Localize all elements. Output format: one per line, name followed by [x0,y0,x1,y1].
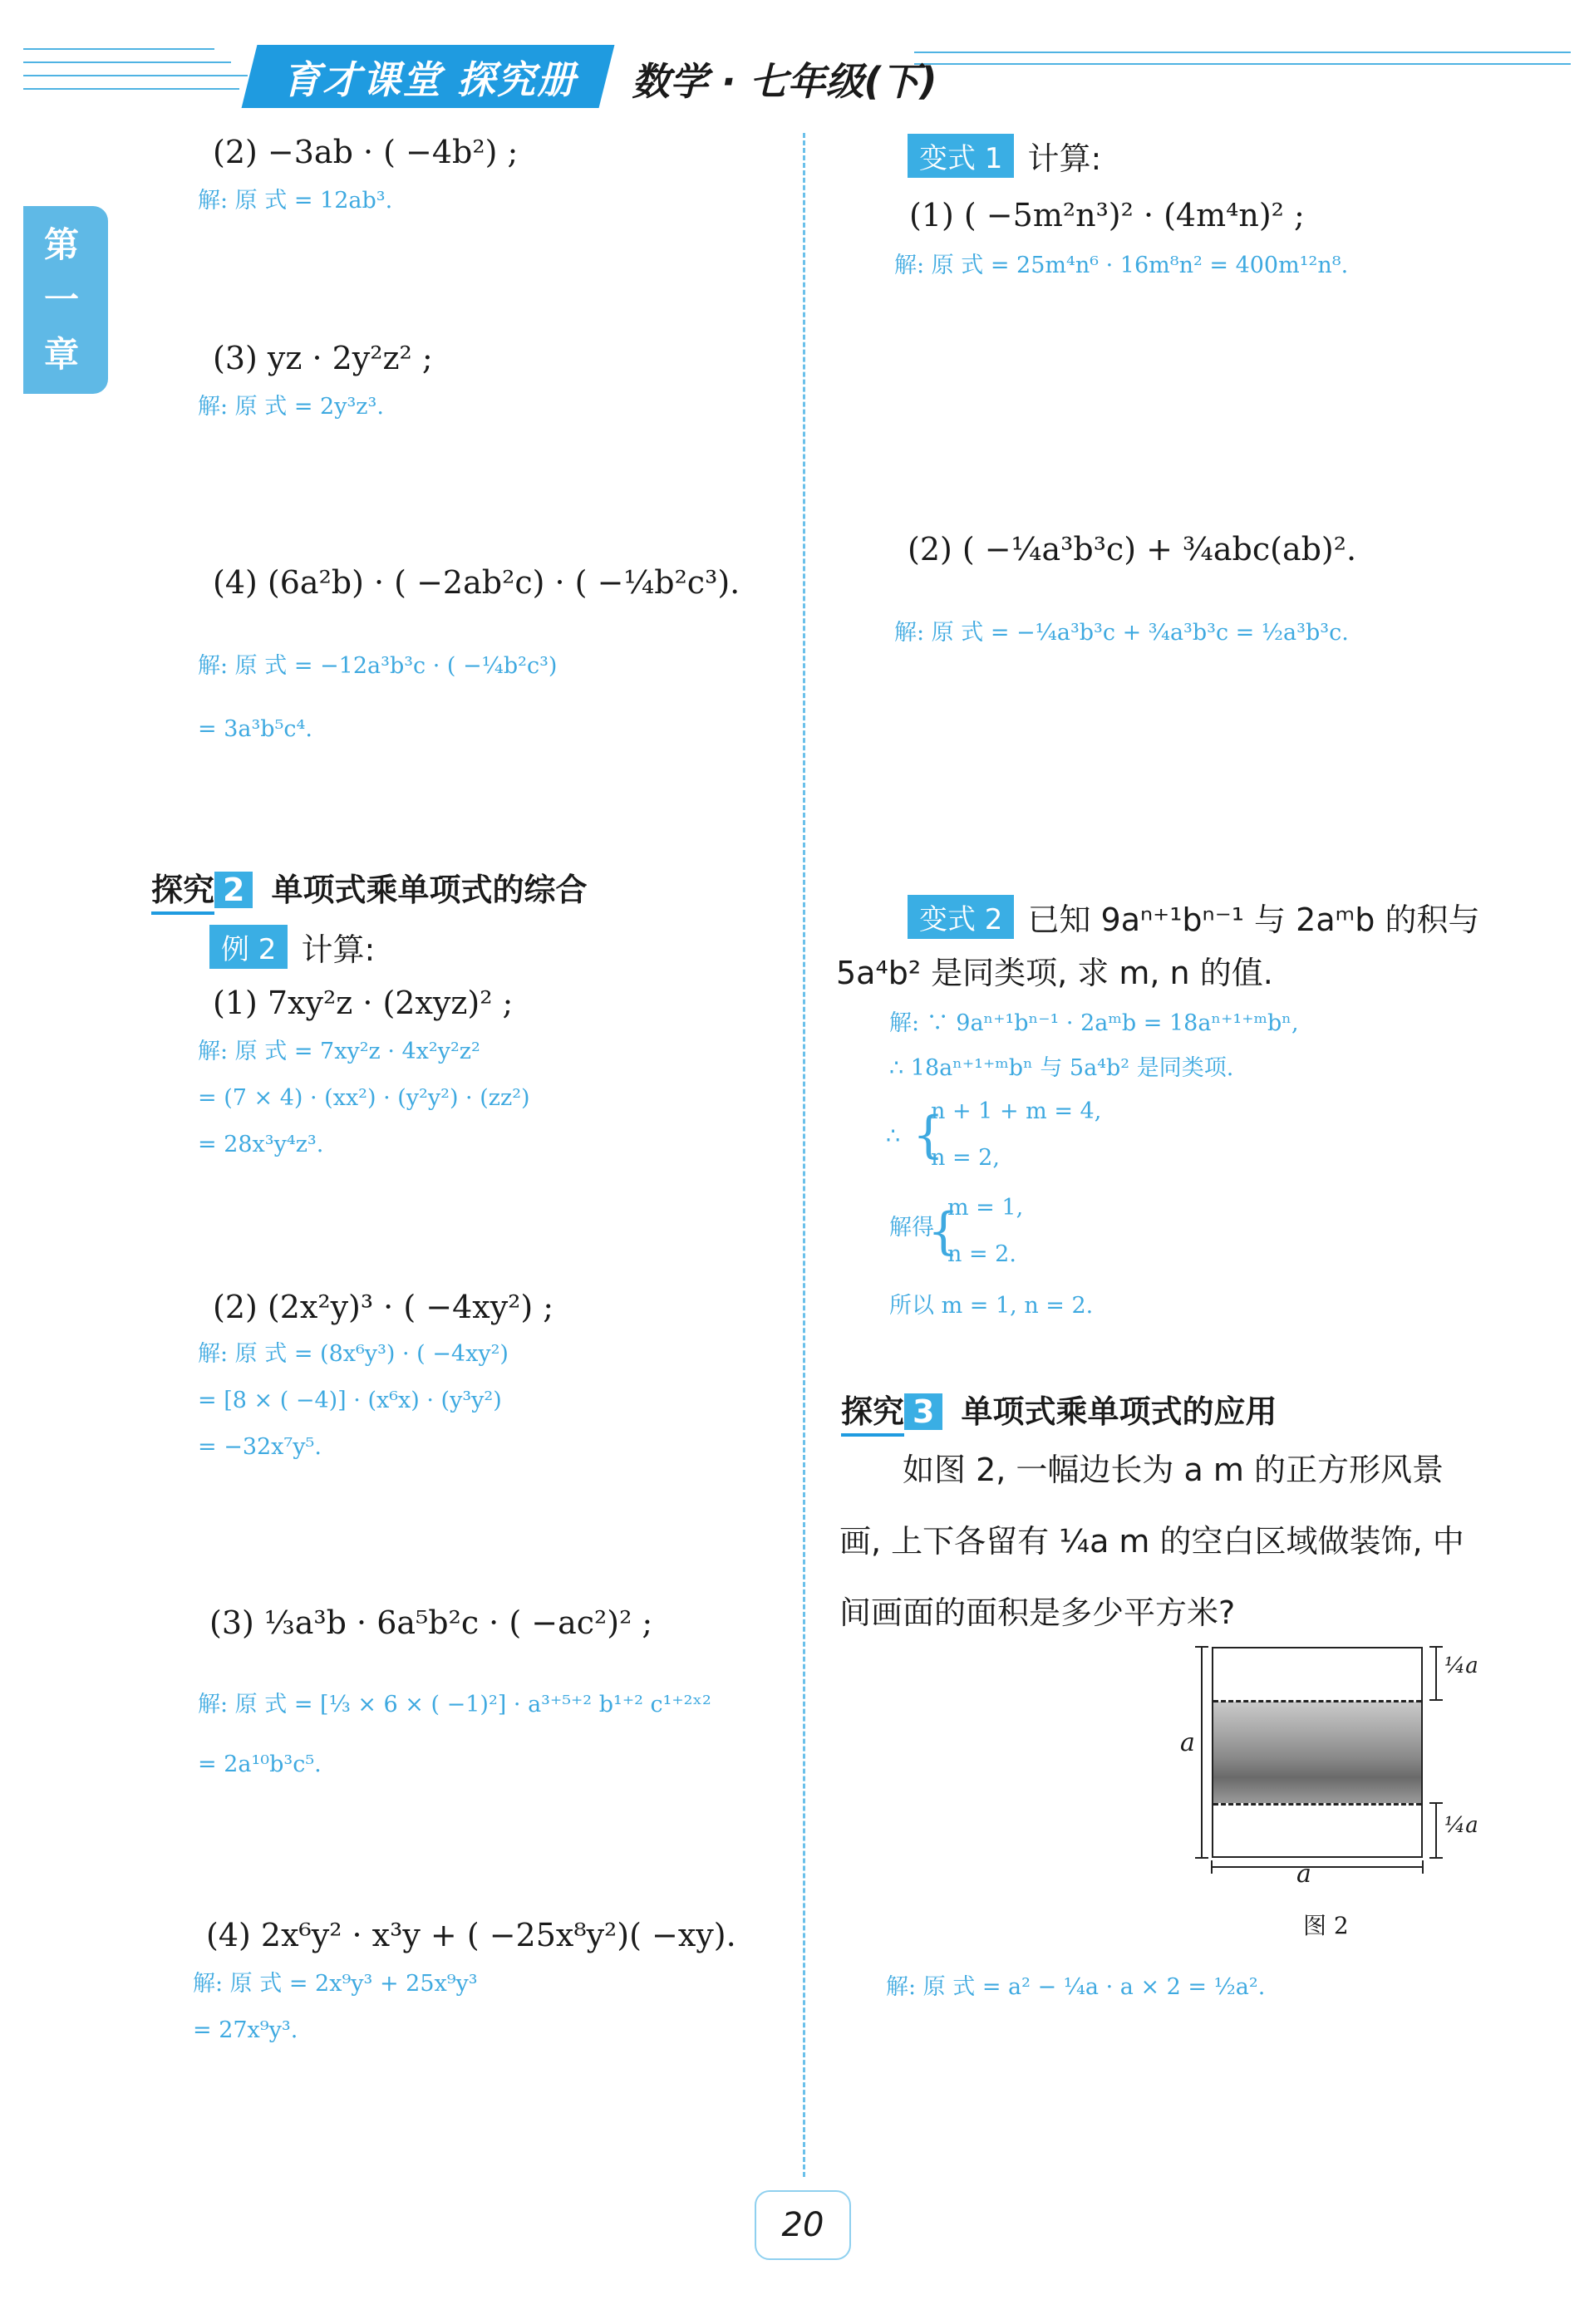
application-solution: 解: 原 式 = a² − ¼a · a × 2 = ½a². [886,1974,1266,2000]
example-2-solution-2-line-3: = −32x⁷y⁵. [198,1434,322,1460]
section-3-heading [841,1386,1277,1432]
example-2-solution-2-line-1: 解: 原 式 = (8x⁶y³) · ( −4xy²) [198,1341,509,1367]
variant-2-solution-line-1: 解: ∵ 9aⁿ⁺¹bⁿ⁻¹ · 2aᵐb = 18aⁿ⁺¹⁺ᵐbⁿ, [889,1010,1299,1036]
variant-2-line-1 [908,894,1479,940]
application-line-1: 如图 2, 一幅边长为 a m 的正方形风景 [903,1452,1444,1488]
example-2-problem-3: (3) ⅓a³b · 6a⁵b²c · ( −ac²)² ; [209,1604,653,1641]
figure-label-bottom-strip: ¼a [1444,1813,1478,1838]
column-divider [803,133,805,2177]
figure-label-bottom: a [1296,1860,1311,1889]
variant-2-solution-final: 所以 m = 1, n = 2. [889,1293,1094,1319]
problem-3: (3) yz · 2y²z² ; [213,340,433,376]
figure-label-top-strip: ¼a [1444,1653,1478,1678]
example-2-problem-2: (2) (2x²y)³ · ( −4xy²) ; [213,1289,554,1325]
section-3-title: 单项式乘单项式的应用 [961,1393,1277,1430]
variant-2-solution-line-2: ∴ 18aⁿ⁺¹⁺ᵐbⁿ 与 5a⁴b² 是同类项. [889,1055,1234,1081]
variant-1-badge: 变式 1 [908,134,1014,178]
variant-1-problem-1: (1) ( −5m²n³)² · (4m⁴n)² ; [909,197,1305,233]
example-2-solution-4-line-2: = 27x⁹y³. [193,2017,298,2043]
example-2-problem-1: (1) 7xy²z · (2xyz)² ; [213,985,514,1021]
variant-1-problem-2: (2) ( −¼a³b³c) + ¾abc(ab)². [908,531,1357,567]
example-2-solution-2-line-2: = [8 × ( −4)] · (x⁶x) · (y³y²) [198,1388,502,1413]
section-3-tag: 探究 [841,1393,904,1437]
section-2-number: 2 [214,872,253,908]
variant-2-text-2: 5a⁴b² 是同类项, 求 m, n 的值. [836,955,1273,991]
example-2-badge: 例 2 [209,925,288,969]
variant-2-system-1-eq-2: n = 2, [931,1145,1000,1171]
example-2-solution-4-line-1: 解: 原 式 = 2x⁹y³ + 25x⁹y³ [193,1971,478,1997]
application-line-2: 画, 上下各留有 ¼a m 的空白区域做装饰, 中 [839,1523,1464,1560]
subject-title: 数学 · 七年级(下) [632,59,937,104]
figure-2-dimensions [1172,1641,1504,1890]
example-2-solution-1-line-2: = (7 × 4) · (xx²) · (y²y²) · (zz²) [198,1085,530,1111]
example-2-header [209,924,375,970]
problem-4: (4) (6a²b) · ( −2ab²c) · ( −¼b²c³). [213,564,740,601]
variant-2-brace-2: { [927,1202,960,1260]
variant-2-badge: 变式 2 [908,895,1014,939]
solution-4-line-2: = 3a³b⁵c⁴. [198,716,312,742]
figure-label-side: a [1180,1728,1195,1757]
chapter-tab-label: 第一章 [43,224,79,375]
variant-1-label: 计算: [1027,140,1102,177]
variant-2-brace-1: { [913,1106,945,1164]
variant-2-text-1: 已知 9aⁿ⁺¹bⁿ⁻¹ 与 2aᵐb 的积与 [1027,902,1480,938]
problem-2: (2) −3ab · ( −4b²) ; [213,134,519,170]
example-2-solution-3-line-1: 解: 原 式 = [⅓ × 6 × ( −1)²] · a³⁺⁵⁺² b¹⁺² c¹⁺²ˣ² [198,1692,711,1717]
application-text [839,1434,1594,1648]
example-2-solution-3-line-2: = 2a¹⁰b³c⁵. [198,1752,322,1777]
example-2-solution-1-line-1: 解: 原 式 = 7xy²z · 4x²y²z² [198,1039,480,1064]
variant-2-solve-word: 解得 [889,1215,934,1241]
example-2-solution-1-line-3: = 28x³y⁴z³. [198,1132,324,1157]
section-2-title: 单项式乘单项式的综合 [271,872,588,908]
solution-3: 解: 原 式 = 2y³z³. [198,394,384,420]
solution-2: 解: 原 式 = 12ab³. [198,188,393,214]
series-title: 育才课堂 探究册 [283,57,578,102]
solution-4-line-1: 解: 原 式 = −12a³b³c · ( −¼b²c³) [198,653,558,679]
section-3-number: 3 [904,1393,942,1430]
variant-2-therefore: ∴ [886,1123,901,1149]
variant-2-system-2-eq-1: m = 1, [947,1195,1024,1221]
example-2-problem-4: (4) 2x⁶y² · x³y + ( −25x⁸y²)( −xy). [206,1917,736,1953]
section-2-tag: 探究 [151,872,214,915]
variant-1-solution-1: 解: 原 式 = 25m⁴n⁶ · 16m⁸n² = 400m¹²n⁸. [894,253,1349,278]
variant-1-header [908,133,1101,179]
variant-1-solution-2: 解: 原 式 = −¼a³b³c + ¾a³b³c = ½a³b³c. [894,620,1349,646]
variant-2-system-1-eq-1: n + 1 + m = 4, [931,1098,1102,1124]
section-2-heading [151,864,587,910]
application-line-3: 间画面的面积是多少平方米? [839,1594,1236,1631]
figure-caption: 图 2 [1303,1912,1349,1939]
page-number: 20 [755,2190,851,2260]
example-2-label: 计算: [301,931,376,968]
variant-2-system-2-eq-2: n = 2. [947,1241,1016,1267]
